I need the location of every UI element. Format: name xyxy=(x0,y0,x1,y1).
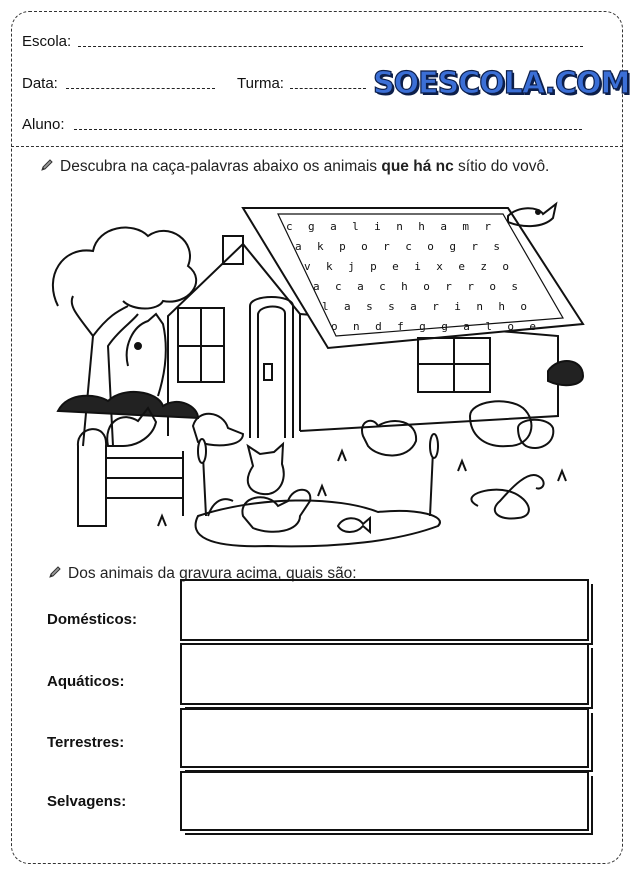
word-search-row: o n d f g g a l o e xyxy=(331,320,541,333)
instruction-text-b: sítio do vovô. xyxy=(453,158,550,175)
category-label-aquaticos: Aquáticos: xyxy=(47,673,125,690)
farm-scene-illustration xyxy=(38,196,604,558)
question-text: Dos animais da gravura acima, quais são: xyxy=(68,565,357,582)
instruction-text-a: Descubra na caça-palavras abaixo os animais xyxy=(60,158,382,175)
header-divider xyxy=(11,146,623,147)
wordsearch-instruction xyxy=(40,157,585,177)
site-logo: SOESCOLA.COM xyxy=(373,66,630,101)
word-search-row: v k j p e i x e z o xyxy=(304,260,514,273)
word-search-row: l a s s a r i n h o xyxy=(322,300,532,313)
pencil-icon xyxy=(40,158,54,172)
word-search-row: a k p o r c o g r s xyxy=(295,240,505,253)
student-field[interactable] xyxy=(74,129,582,130)
answer-box-selvagens[interactable] xyxy=(180,771,589,831)
word-search-row: a c a c h o r r o s xyxy=(313,280,523,293)
class-label: Turma: xyxy=(237,75,284,92)
answer-box-terrestres[interactable] xyxy=(180,708,589,768)
student-label: Aluno: xyxy=(22,116,65,133)
pencil-icon xyxy=(48,565,62,579)
category-label-selvagens: Selvagens: xyxy=(47,793,127,810)
answer-box-aquaticos[interactable] xyxy=(180,643,589,705)
answer-box-domesticos[interactable] xyxy=(180,579,589,641)
school-field[interactable] xyxy=(78,46,583,47)
date-field[interactable] xyxy=(66,88,215,89)
word-search-row: c g a l i n h a m r xyxy=(286,220,496,233)
category-label-domesticos: Domésticos: xyxy=(47,611,138,628)
category-label-terrestres: Terrestres: xyxy=(47,734,125,751)
date-label: Data: xyxy=(22,75,58,92)
school-label: Escola: xyxy=(22,33,72,50)
instruction-text-bold: que há nc xyxy=(381,158,454,175)
class-field[interactable] xyxy=(290,88,366,89)
